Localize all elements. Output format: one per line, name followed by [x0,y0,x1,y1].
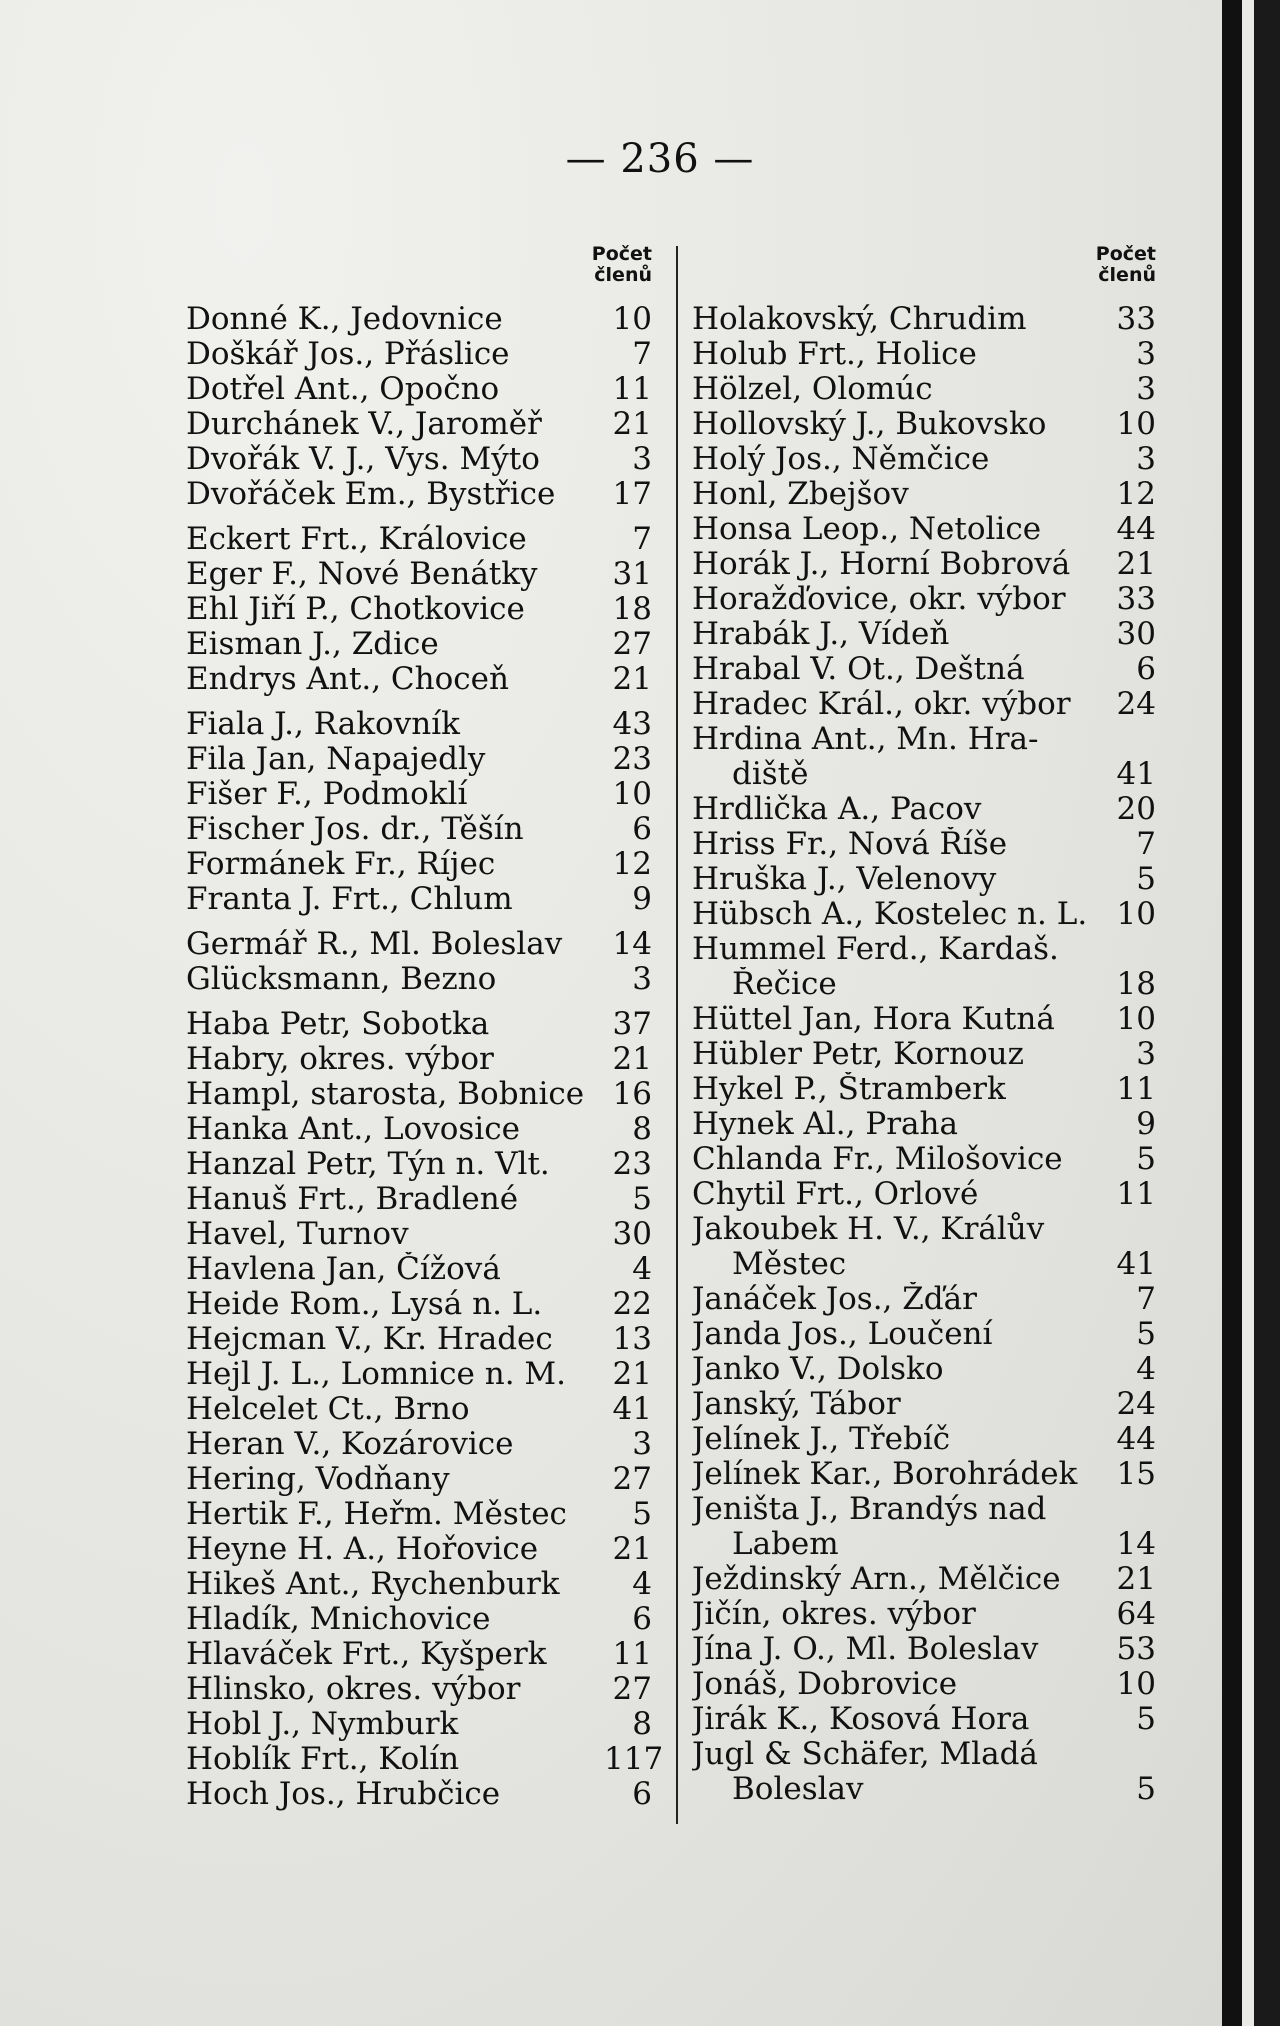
list-item [692,722,1156,757]
entry-count: 43 [612,706,652,742]
entry-name: Hoch Jos., Hrubčice [186,1777,501,1812]
entry-count: 11 [612,371,652,407]
entry-count: 117 [604,1741,664,1777]
list-item [692,757,1156,792]
list-item [692,652,1156,687]
list-item [186,407,652,442]
list-item [186,812,652,847]
entry-name: Ehl Jiří P., Chotkovice [186,592,525,627]
list-item [186,962,652,997]
list-item [692,337,1156,372]
list-item [692,1247,1156,1282]
entry-name: Formánek Fr., Ríjec [186,847,496,882]
entry-count: 12 [612,846,652,882]
entry-count: 21 [1116,1561,1156,1597]
entry-count: 33 [1116,581,1156,617]
list-item [186,1112,652,1147]
entry-name: Eger F., Nové Benátky [186,557,538,592]
list-item [186,1602,652,1637]
entry-count: 30 [1116,616,1156,652]
list-item [692,687,1156,722]
entry-name: Dvořák V. J., Vys. Mýto [186,442,540,477]
entry-name: Jičín, okres. výbor [692,1597,976,1632]
entry-name: Hikeš Ant., Rychenburk [186,1567,560,1602]
entry-count: 10 [1116,896,1156,932]
entry-name: Fišer F., Podmoklí [186,777,468,812]
entry-name: Hanuš Frt., Bradlené [186,1182,519,1217]
column-divider [676,246,678,1824]
entry-name: Hertik F., Heřm. Městec [186,1497,567,1532]
list-item [692,1317,1156,1352]
entry-name: Heide Rom., Lysá n. L. [186,1287,543,1322]
entry-count: 3 [632,961,652,997]
entry-count: 5 [1136,861,1156,897]
entry-name: Městec [732,1247,847,1282]
entry-count: 20 [1116,791,1156,827]
list-item [186,557,652,592]
entry-name: Dotřel Ant., Opočno [186,372,500,407]
right-column [692,244,1156,1807]
entry-count: 9 [632,881,652,917]
list-item [186,707,652,742]
list-item [692,897,1156,932]
list-item [186,1007,652,1042]
entry-name: Jirák K., Kosová Hora [692,1702,1030,1737]
entry-name: Hrabák J., Vídeň [692,617,950,652]
entry-count: 14 [1116,1526,1156,1562]
entry-name: Holakovský, Chrudim [692,302,1027,337]
entry-name: Eisman J., Zdice [186,627,439,662]
entry-name: Doškář Jos., Přáslice [186,337,510,372]
entry-count: 9 [1136,1106,1156,1142]
list-item [692,512,1156,547]
entry-name: Chytil Frt., Orlové [692,1177,979,1212]
entry-name: Hübler Petr, Kornouz [692,1037,1024,1072]
entry-name: Holý Jos., Němčice [692,442,990,477]
list-item [692,1702,1156,1737]
list-item [692,372,1156,407]
entry-count: 10 [1116,406,1156,442]
entry-name: Řečice [732,967,837,1002]
entry-name: Endrys Ant., Choceň [186,662,509,697]
entry-name: Haba Petr, Sobotka [186,1007,490,1042]
entry-name: Hollovský J., Bukovsko [692,407,1047,442]
entry-count: 6 [632,1776,652,1812]
entry-count: 10 [1116,1001,1156,1037]
list-item [692,1772,1156,1807]
list-item [692,1177,1156,1212]
left-column [186,243,664,1812]
entry-name: Labem [732,1527,839,1562]
entry-count: 4 [632,1251,652,1287]
list-item [186,1532,652,1567]
list-item [186,442,652,477]
entry-name: Hampl, starosta, Bobnice [186,1077,585,1112]
list-item [186,627,652,662]
entry-count: 4 [632,1566,652,1602]
entry-count: 41 [1116,1246,1156,1282]
entry-count: 5 [1136,1141,1156,1177]
entry-name: Honsa Leop., Netolice [692,512,1042,547]
list-item [692,1072,1156,1107]
entry-name: Havel, Turnov [186,1217,409,1252]
entry-name: Glücksmann, Bezno [186,962,497,997]
entry-name: Hrabal V. Ot., Deštná [692,652,1025,687]
entry-count: 5 [632,1181,652,1217]
list-item [186,1217,652,1252]
entry-count: 21 [612,1531,652,1567]
entry-count: 18 [1116,966,1156,1002]
header-label-clenu: členů [1098,264,1156,286]
entry-count: 6 [1136,651,1156,687]
entry-count: 4 [1136,1351,1156,1387]
entry-name: Heyne H. A., Hořovice [186,1532,539,1567]
entry-count: 41 [612,1391,652,1427]
list-item [692,1527,1156,1562]
list-item [186,1741,664,1777]
list-item [692,1457,1156,1492]
entry-count: 17 [612,476,652,512]
entry-count: 27 [612,626,652,662]
entry-name: Fiala J., Rakovník [186,707,460,742]
entry-name: Eckert Frt., Královice [186,522,527,557]
list-item [692,1422,1156,1457]
entry-name: Jugl & Schäfer, Mladá [692,1737,1038,1772]
entry-name: Hanka Ant., Lovosice [186,1112,520,1147]
header-label-clenu: členů [594,264,652,286]
entry-count: 3 [1136,441,1156,477]
entry-count: 23 [612,1146,652,1182]
list-item [186,302,652,337]
entry-count: 24 [1116,686,1156,722]
list-item [186,1182,652,1217]
list-item [692,582,1156,617]
entry-count: 7 [1136,1281,1156,1317]
right-column-header [692,244,1156,302]
entry-name: Franta J. Frt., Chlum [186,882,513,917]
entry-name: Heran V., Kozárovice [186,1427,514,1462]
entry-count: 31 [612,556,652,592]
entry-count: 14 [612,926,652,962]
entry-name: Hlinsko, okres. výbor [186,1672,521,1707]
entry-name: Hejcman V., Kr. Hradec [186,1322,553,1357]
entry-name: Helcelet Ct., Brno [186,1392,470,1427]
entry-name: Hübsch A., Kostelec n. L. [692,897,1088,932]
entry-count: 22 [612,1286,652,1322]
list-item [692,477,1156,512]
entry-count: 21 [612,406,652,442]
entry-name: Janský, Tábor [692,1387,901,1422]
list-item [692,792,1156,827]
page-number: — 236 — [565,136,755,182]
list-item [692,932,1156,967]
entry-name: Hejl J. L., Lomnice n. M. [186,1357,566,1392]
entry-name: diště [732,757,809,792]
entry-name: Jeništa J., Brandýs nad [692,1492,1047,1527]
entry-count: 23 [612,741,652,777]
entry-name: Chlanda Fr., Milošovice [692,1142,1063,1177]
entry-count: 21 [1116,546,1156,582]
entry-count: 3 [1136,371,1156,407]
entry-count: 3 [1136,336,1156,372]
entry-name: Janda Jos., Loučení [692,1317,993,1352]
entry-name: Hriss Fr., Nová Říše [692,827,1008,862]
scan-border [1254,0,1280,2026]
entry-name: Horažďovice, okr. výbor [692,582,1066,617]
entry-count: 6 [632,1601,652,1637]
entry-name: Hoblík Frt., Kolín [186,1742,460,1777]
entry-count: 11 [1116,1071,1156,1107]
header-label-pocet: Počet [1095,243,1156,265]
list-item [186,1392,652,1427]
entry-count: 33 [1116,301,1156,337]
entry-count: 21 [612,1041,652,1077]
entry-name: Jína J. O., Ml. Boleslav [692,1632,1039,1667]
entry-name: Hering, Vodňany [186,1462,450,1497]
entry-count: 5 [632,1496,652,1532]
list-item [692,1492,1156,1527]
entry-name: Hradec Král., okr. výbor [692,687,1071,722]
list-item [186,847,652,882]
entry-name: Horák J., Horní Bobrová [692,547,1071,582]
entry-name: Hanzal Petr, Týn n. Vlt. [186,1147,550,1182]
entry-name: Janáček Jos., Žďár [692,1282,977,1317]
entry-name: Hlaváček Frt., Kyšperk [186,1637,547,1672]
left-column-header [186,244,652,302]
entry-name: Hykel P., Štramberk [692,1072,1006,1107]
entry-count: 5 [1136,1771,1156,1807]
list-item [186,592,652,627]
entry-name: Dvořáček Em., Bystřice [186,477,556,512]
list-item [186,1567,652,1602]
list-item [692,407,1156,442]
entry-count: 5 [1136,1701,1156,1737]
list-item [186,1322,652,1357]
list-item [186,1287,652,1322]
entry-name: Habry, okres. výbor [186,1042,494,1077]
entry-count: 7 [632,336,652,372]
entry-name: Boleslav [732,1772,864,1807]
header-label-pocet: Počet [591,243,652,265]
entry-count: 44 [1116,1421,1156,1457]
list-item [692,1632,1156,1667]
list-item [186,337,652,372]
list-item [692,1142,1156,1177]
list-item [692,1352,1156,1387]
entry-name: Jonáš, Dobrovice [692,1667,958,1702]
right-entry-list [692,302,1156,1807]
entry-count: 30 [612,1216,652,1252]
list-item [692,1212,1156,1247]
list-item [692,302,1156,337]
entry-name: Jakoubek H. V., Králův [692,1212,1045,1247]
list-item [692,1667,1156,1702]
list-item [692,1282,1156,1317]
list-item [186,477,652,512]
entry-name: Fila Jan, Napajedly [186,742,486,777]
entry-count: 41 [1116,756,1156,792]
list-item [186,1497,652,1532]
list-item [692,1107,1156,1142]
entry-name: Donné K., Jedovnice [186,302,503,337]
entry-name: Hobl J., Nymburk [186,1707,459,1742]
entry-name: Janko V., Dolsko [692,1352,944,1387]
entry-name: Germář R., Ml. Boleslav [186,927,563,962]
entry-count: 8 [632,1706,652,1742]
list-item [186,1637,652,1672]
list-item [692,1002,1156,1037]
entry-count: 24 [1116,1386,1156,1422]
list-item [186,1357,652,1392]
list-item [186,1707,652,1742]
list-item [692,1387,1156,1422]
entry-count: 27 [612,1461,652,1497]
list-item [692,547,1156,582]
entry-count: 10 [612,776,652,812]
entry-count: 8 [632,1111,652,1147]
list-item [186,927,652,962]
left-entry-list [186,301,664,1812]
list-item [186,1252,652,1287]
list-item [186,662,652,697]
list-item [186,1042,652,1077]
entry-name: Fischer Jos. dr., Těšín [186,812,524,847]
entry-count: 44 [1116,511,1156,547]
entry-count: 3 [1136,1036,1156,1072]
entry-count: 3 [632,1426,652,1462]
list-item [692,1597,1156,1632]
entry-count: 21 [612,661,652,697]
entry-count: 18 [612,591,652,627]
list-item [186,742,652,777]
entry-name: Jelínek J., Třebíč [692,1422,951,1457]
entry-count: 16 [612,1076,652,1112]
entry-count: 15 [1116,1456,1156,1492]
list-item [692,827,1156,862]
list-item [186,1147,652,1182]
entry-count: 10 [1116,1666,1156,1702]
next-page-edge [1242,0,1254,2026]
list-item [186,1427,652,1462]
entry-count: 3 [632,441,652,477]
entry-name: Hynek Al., Praha [692,1107,958,1142]
list-item [692,1037,1156,1072]
entry-name: Hrdlička A., Pacov [692,792,982,827]
entry-name: Honl, Zbejšov [692,477,909,512]
entry-count: 37 [612,1006,652,1042]
entry-count: 13 [612,1321,652,1357]
entry-count: 7 [632,521,652,557]
entry-count: 64 [1116,1596,1156,1632]
entry-name: Hruška J., Velenovy [692,862,997,897]
entry-count: 5 [1136,1316,1156,1352]
list-item [186,1777,652,1812]
entry-name: Hummel Ferd., Kardaš. [692,932,1059,967]
entry-count: 11 [1116,1176,1156,1212]
list-item [692,1737,1156,1772]
list-item [692,617,1156,652]
entry-count: 7 [1136,826,1156,862]
entry-name: Havlena Jan, Čížová [186,1252,501,1287]
list-item [186,372,652,407]
entry-count: 27 [612,1671,652,1707]
entry-count: 53 [1116,1631,1156,1667]
entry-count: 10 [612,301,652,337]
entry-name: Ježdinský Arn., Mělčice [692,1562,1061,1597]
entry-count: 21 [612,1356,652,1392]
entry-name: Hüttel Jan, Hora Kutná [692,1002,1055,1037]
entry-name: Hladík, Mnichovice [186,1602,491,1637]
list-item [692,862,1156,897]
list-item [186,1462,652,1497]
list-item [186,1672,652,1707]
list-item [186,1077,652,1112]
entry-count: 12 [1116,476,1156,512]
list-item [186,777,652,812]
list-item [186,522,652,557]
list-item [692,442,1156,477]
entry-count: 6 [632,811,652,847]
entry-name: Hölzel, Olomúc [692,372,933,407]
page-edge-shadow [1222,0,1242,2026]
entry-count: 11 [612,1636,652,1672]
entry-name: Jelínek Kar., Borohrádek [692,1457,1078,1492]
entry-name: Durchánek V., Jaroměř [186,407,542,442]
list-item [692,967,1156,1002]
list-item [692,1562,1156,1597]
list-item [186,882,652,917]
entry-name: Hrdina Ant., Mn. Hra- [692,722,1039,757]
entry-name: Holub Frt., Holice [692,337,977,372]
